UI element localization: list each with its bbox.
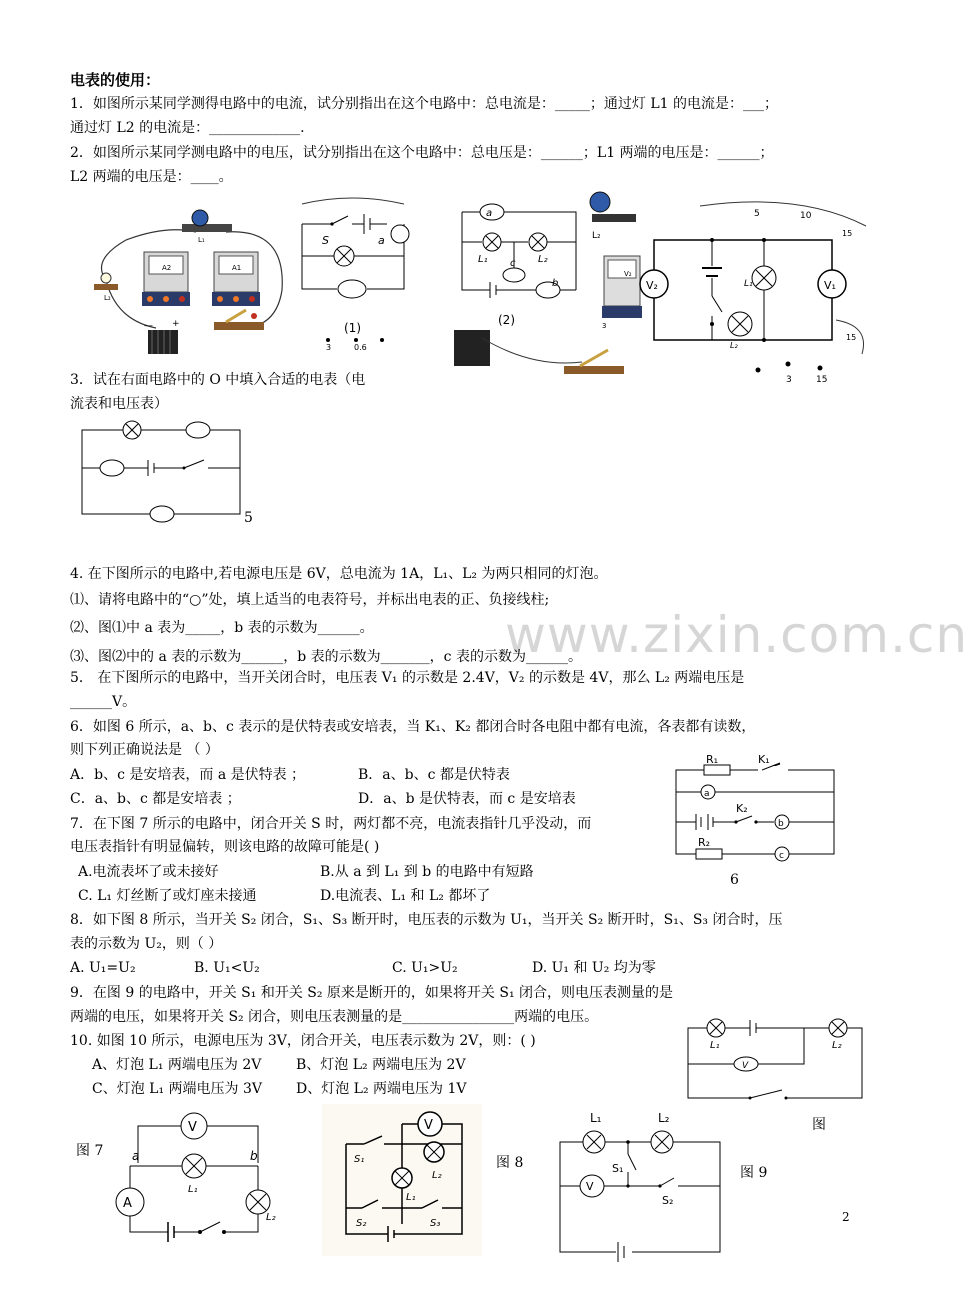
q8-line1: 8．如下图 8 所示，当开关 S₂ 闭合，S₁、S₃ 断开时，电压表的示数为 U₁，当开关 S₂ 断开时，S₁、S₃ 闭合时，压 (70, 912, 783, 928)
fig6-R1-label: R₁ (706, 753, 719, 766)
q7-option-b: B.从 a 到 L₁ 到 b 的电路中有短路 (320, 864, 534, 880)
fig-p2-V2-label: V₂ (624, 270, 632, 278)
q4-stem: 4. 在下图所示的电路中,若电源电压是 6V，总电流为 1A，L₁、L₂ 为两只相同的灯泡。 (70, 566, 608, 582)
q5-line1: 5． 在下图所示的电路中，当开关闭合时，电压表 V₁ 的示数是 2.4V，V₂ 的示数是 4V，那么 L₂ 两端电压是 (70, 670, 745, 686)
fig1-A2-label: A2 (162, 264, 172, 272)
q10-option-d: D、灯泡 L₂ 两端电压为 1V (296, 1081, 467, 1097)
q4-part3: ⑶、图⑵中的 a 表的示数为______，b 表的示数为_______，c 表的示数为______。 (70, 649, 582, 665)
q2-line1: 2．如图所示某同学测电路中的电压，试分别指出在这个电路中：总电压是：______；L1 两端的电压是：______； (70, 145, 774, 161)
q7-option-d: D.电流表、L₁ 和 L₂ 都坏了 (320, 888, 491, 904)
figure-5-schematic (640, 196, 872, 388)
q6-option-b: B．a、b、c 都是伏特表 (358, 767, 510, 783)
fig5-V2-label: V₂ (646, 279, 658, 292)
q8-line2: 表的示数为 U₂，则（ ） (70, 936, 223, 952)
fig7-V-label: V (188, 1120, 197, 1135)
figure-9-schematic (556, 1110, 726, 1260)
fig1-L1-label: L₁ (198, 236, 205, 244)
fig10-L2-label: L₂ (832, 1040, 842, 1051)
figure-6-schematic (666, 754, 846, 866)
q6-option-c: C．a、b、c 都是安培表 ； (70, 791, 241, 807)
q4-part1: ⑴、请将电路中的“○”处，填上适当的电表符号，并标出电表的正、负接线柱; (70, 592, 550, 608)
fig-p2-L2-label: L₂ (538, 254, 548, 265)
fig6-number-label: 6 (730, 872, 739, 888)
q7-line1: 7．在下图 7 所示的电路中，闭合开关 S 时，两灯都不亮，电流表指针几乎没动，而 (70, 816, 592, 832)
fig-p2-b-label: b (552, 278, 559, 289)
fig8-S3-label: S₃ (430, 1218, 441, 1229)
fig6-K1-label: K₁ (758, 753, 770, 766)
fig8-S2-label: S₂ (356, 1218, 367, 1229)
q7-option-c: C. L₁ 灯丝断了或灯座未接通 (78, 888, 257, 904)
figure-7-schematic (110, 1108, 290, 1258)
fig-p2-L2-top: L₂ (592, 231, 601, 241)
fig-p2-number: (2) (498, 313, 515, 327)
figure-1-schematic (292, 194, 432, 366)
fig8-L1-label: L₁ (406, 1192, 416, 1203)
fig8-L2-label: L₂ (432, 1170, 442, 1181)
fig9-S1-label: S₁ (612, 1162, 624, 1175)
fig6-b-label: b (778, 819, 784, 829)
q6-option-d: D．a、b 是伏特表，而 c 是安培表 (358, 791, 576, 807)
fig5-n5: 5 (754, 209, 760, 219)
figure-2-schematic (452, 190, 642, 376)
q3-line2: 流表和电压表） (70, 396, 168, 412)
fig6-K2-label: K₂ (736, 802, 748, 815)
q8-option-b: B. U₁<U₂ (194, 960, 260, 976)
fig6-a-label: a (704, 789, 710, 799)
page-number: 2 (842, 1210, 850, 1224)
figure-q3-schematic (80, 420, 260, 520)
fig8-V-label: V (424, 1118, 433, 1133)
q8-option-a: A. U₁=U₂ (70, 960, 136, 976)
fig5-V1-label: V₁ (824, 279, 836, 292)
figure-10-schematic (686, 1018, 866, 1102)
fig7-L2-label: L₂ (266, 1212, 276, 1223)
q10-option-c: C、灯泡 L₁ 两端电压为 3V (92, 1081, 262, 1097)
fig1-minus: — (144, 321, 153, 331)
q3-line1: 3．试在右面电路中的 O 中填入合适的电表（电 (70, 372, 366, 388)
q2-line2: L2 两端的电压是：____。 (70, 169, 233, 185)
q6-line1: 6．如图 6 所示，a、b、c 表示的是伏特表或安培表，当 K₁、K₂ 都闭合时各电阻中都有电流，各表都有读数， (70, 719, 756, 735)
fig1-L2-label: L₂ (104, 294, 111, 302)
fig5-n10: 10 (800, 211, 812, 221)
fig7-a-label: a (132, 1149, 140, 1163)
fig10-number-label: 图 (812, 1117, 826, 1133)
fig-p1-number: (1) (344, 321, 361, 335)
fig1-plus: + (172, 319, 180, 329)
fig5-n3: 3 (786, 375, 792, 385)
fig9-V-label: V (586, 1180, 594, 1193)
fig-p1-3: 3 (326, 343, 332, 352)
fig-p1-06: 0.6 (354, 343, 367, 352)
q5-line2: ______V。 (70, 694, 137, 710)
watermark: www.zixin.com.cn (505, 606, 968, 664)
fig7-number-label: 图 7 (76, 1143, 104, 1159)
figure-ammeter-photo (86, 200, 286, 358)
fig6-R2-label: R₂ (698, 836, 711, 849)
fig5-L1-label: L₁ (744, 279, 753, 289)
fig-p2-a-label: a (486, 208, 493, 219)
fig9-S2-label: S₂ (662, 1194, 674, 1207)
fig5-n15-top: 15 (842, 229, 853, 238)
q10-option-a: A、灯泡 L₁ 两端电压为 2V (92, 1057, 262, 1073)
fig1-A1-label: A1 (232, 264, 242, 272)
fig5-number-label: 5 (244, 510, 253, 526)
fig7-A-label: A (123, 1196, 132, 1211)
q4-part2: ⑵、图⑴中 a 表为_____，b 表的示数为______。 (70, 620, 374, 636)
fig8-S1-label: S₁ (354, 1154, 365, 1165)
q1-line1: 1．如图所示某同学测得电路中的电流，试分别指出在这个电路中：总电流是：_____；通过灯 L1 的电流是：___； (70, 96, 779, 112)
fig5-n15: 15 (816, 375, 828, 385)
fig6-c-label: c (779, 851, 784, 861)
q9-line2: 两端的电压，如果将开关 S₂ 闭合，则电压表测量的是________________两端的电压。 (70, 1009, 599, 1025)
fig-p2-3: 3 (602, 322, 607, 330)
fig7-b-label: b (250, 1149, 258, 1163)
section-title: 电表的使用： (70, 71, 161, 89)
figure-8-schematic (322, 1104, 482, 1256)
fig9-number-label: 图 9 (740, 1165, 768, 1181)
q1-line2: 通过灯 L2 的电流是：_____________. (70, 120, 305, 136)
q10-option-b: B、灯泡 L₂ 两端电压为 2V (296, 1057, 466, 1073)
fig9-L2-label: L₂ (658, 1111, 670, 1125)
q7-line2: 电压表指针有明显偏转，则该电路的故障可能是( ) (70, 839, 380, 855)
fig8-number-label: 图 8 (496, 1155, 524, 1171)
q10-stem: 10. 如图 10 所示，电源电压为 3V，闭合开关，电压表示数为 2V，则：( ) (70, 1033, 536, 1049)
q8-option-d: D. U₁ 和 U₂ 均为零 (532, 960, 656, 976)
q6-line2: 则下列正确说法是 （ ） (70, 742, 219, 758)
fig5-n15-bottom: 15 (846, 333, 857, 342)
q9-line1: 9．在图 9 的电路中，开关 S₁ 和开关 S₂ 原来是断开的，如果将开关 S₁ 闭合，则电压表测量的是 (70, 985, 674, 1001)
fig7-L1-label: L₁ (188, 1184, 198, 1195)
q6-option-a: A．b、c 是安培表，而 a 是伏特表 ； (70, 767, 306, 783)
q8-option-c: C. U₁>U₂ (392, 960, 458, 976)
fig-p2-c-label: c (510, 258, 516, 269)
fig-p2-L1-label: L₁ (478, 254, 488, 265)
q7-option-a: A.电流表坏了或未接好 (78, 864, 219, 880)
fig-p1-S-label: S (322, 234, 329, 247)
fig9-L1-label: L₁ (590, 1111, 602, 1125)
fig-p1-a-label: a (378, 234, 385, 247)
fig10-L1-label: L₁ (710, 1040, 720, 1051)
fig10-V-label: V (742, 1061, 749, 1071)
fig5-L2-label: L₂ (730, 341, 738, 350)
